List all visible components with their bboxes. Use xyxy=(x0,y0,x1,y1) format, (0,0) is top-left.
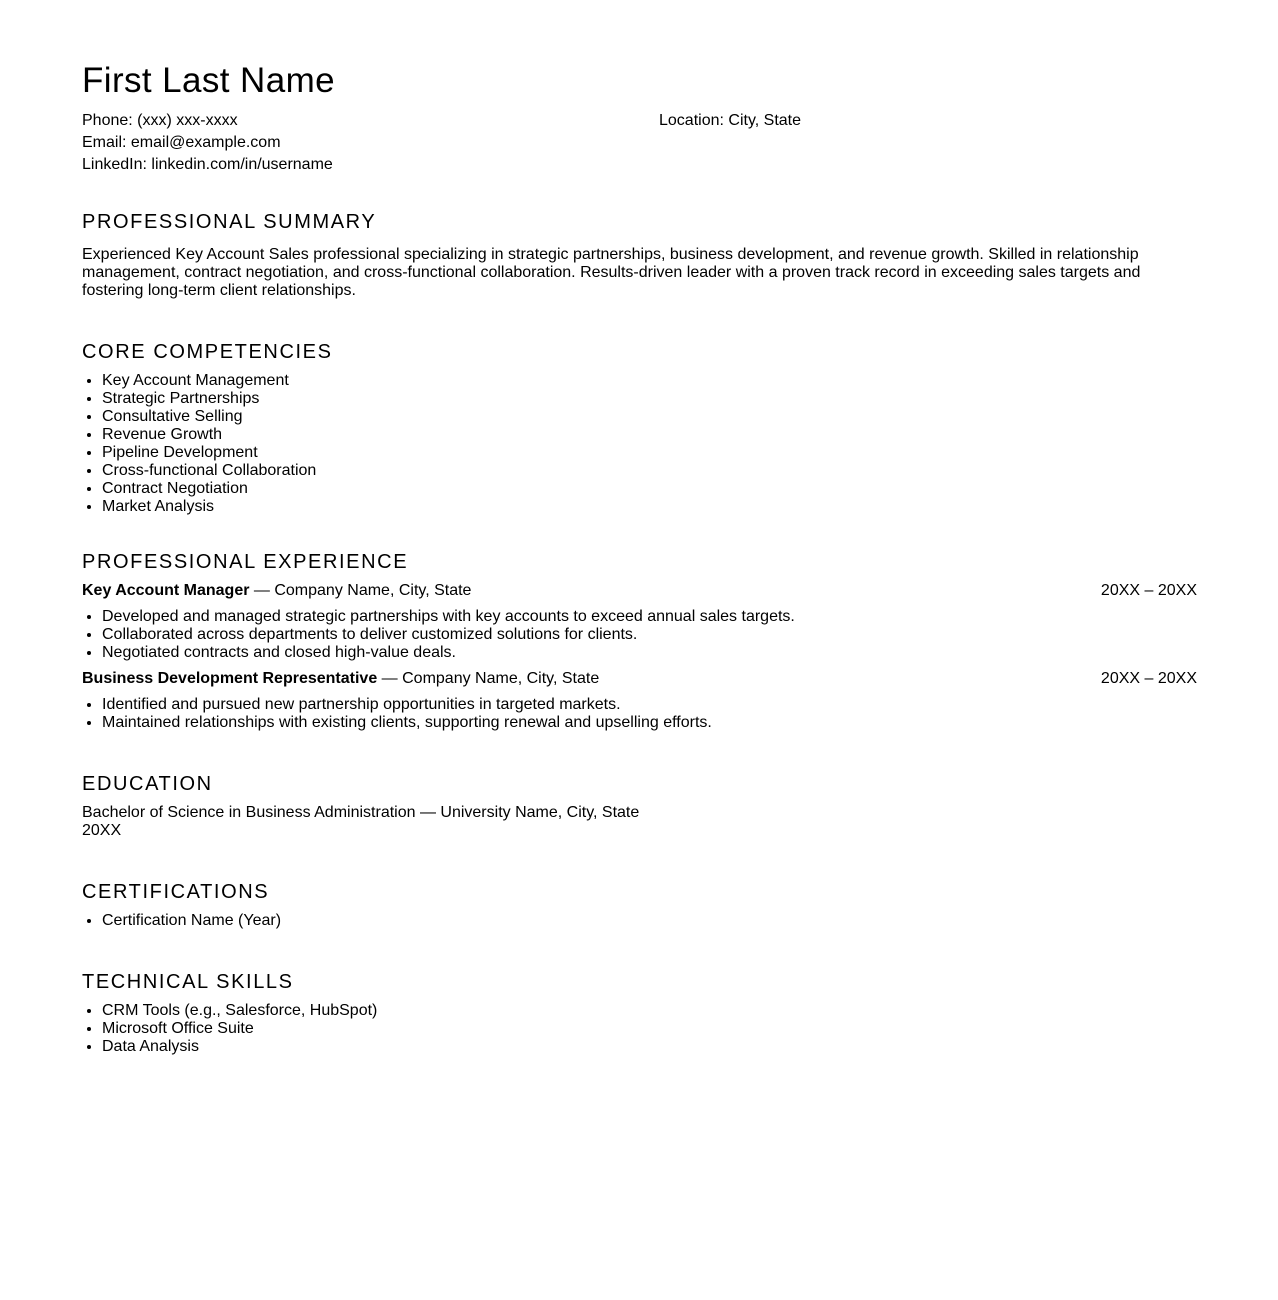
list-item: • Maintained relationships with existing clients, supporting renewal and upselling efforts. xyxy=(102,714,1196,732)
job-bullets xyxy=(82,696,1196,732)
job-dates: 20XX – 20XX xyxy=(1100,582,1197,599)
education-heading: EDUCATION xyxy=(82,773,213,795)
contact-block xyxy=(82,110,1196,176)
location-line: Location: City, State xyxy=(659,112,801,129)
list-item: • Strategic Partnerships xyxy=(102,390,1196,408)
list-item: • CRM Tools (e.g., Salesforce, HubSpot) xyxy=(102,1002,1196,1020)
skills-list xyxy=(82,1002,1196,1056)
phone-line: Phone: (xxx) xxx-xxxx xyxy=(82,112,238,129)
list-item: • Identified and pursued new partnership opportunities in targeted markets. xyxy=(102,696,1196,714)
list-item: • Cross-functional Collaboration xyxy=(102,462,1196,480)
job-header xyxy=(82,670,1196,688)
experience-section xyxy=(82,550,1196,732)
list-item: • Market Analysis xyxy=(102,498,1196,516)
job-company: — Company Name, City, State xyxy=(377,670,600,687)
email-line: Email: email@example.com xyxy=(82,134,281,151)
certifications-list xyxy=(82,912,1196,930)
list-item: • Revenue Growth xyxy=(102,426,1196,444)
education-year: 20XX xyxy=(82,822,122,839)
summary-heading: PROFESSIONAL SUMMARY xyxy=(82,211,377,233)
competencies-section xyxy=(82,340,1196,516)
competencies-heading: CORE COMPETENCIES xyxy=(82,341,333,363)
experience-heading: PROFESSIONAL EXPERIENCE xyxy=(82,551,409,573)
list-item: • Certification Name (Year) xyxy=(102,912,1196,930)
job-company: — Company Name, City, State xyxy=(249,582,472,599)
certifications-heading: CERTIFICATIONS xyxy=(82,881,270,903)
list-item: • Contract Negotiation xyxy=(102,480,1196,498)
skills-heading: TECHNICAL SKILLS xyxy=(82,971,294,993)
competencies-list xyxy=(82,372,1196,516)
summary-section xyxy=(82,210,1196,300)
job-dates: 20XX – 20XX xyxy=(1100,670,1197,687)
list-item: • Developed and managed strategic partnerships with key accounts to exceed annual sales targets. xyxy=(102,608,1196,626)
education-degree: Bachelor of Science in Business Administration — University Name, City, State xyxy=(82,804,640,821)
education-section xyxy=(82,772,1196,840)
job-title: Business Development Representative xyxy=(82,670,378,687)
list-item: • Negotiated contracts and closed high-value deals. xyxy=(102,644,1196,662)
list-item: • Collaborated across departments to deliver customized solutions for clients. xyxy=(102,626,1196,644)
list-item: • Pipeline Development xyxy=(102,444,1196,462)
summary-text: Experienced Key Account Sales professional specializing in strategic partnerships, business development, and revenue growth. Skilled in relationship management, contract negotiation, and cross-functional collaboration. Results-driven leader with a proven track record in exceeding sales targets and fostering long-term client relationships. xyxy=(82,246,1141,299)
job-header xyxy=(82,582,1196,600)
candidate-name: First Last Name xyxy=(82,61,335,100)
certifications-section xyxy=(82,880,1196,930)
list-item: • Consultative Selling xyxy=(102,408,1196,426)
job-title: Key Account Manager xyxy=(82,582,250,599)
list-item: • Data Analysis xyxy=(102,1038,1196,1056)
job-bullets xyxy=(82,608,1196,662)
list-item: • Key Account Management xyxy=(102,372,1196,390)
linkedin-line: LinkedIn: linkedin.com/in/username xyxy=(82,156,333,173)
list-item: • Microsoft Office Suite xyxy=(102,1020,1196,1038)
skills-section xyxy=(82,970,1196,1056)
